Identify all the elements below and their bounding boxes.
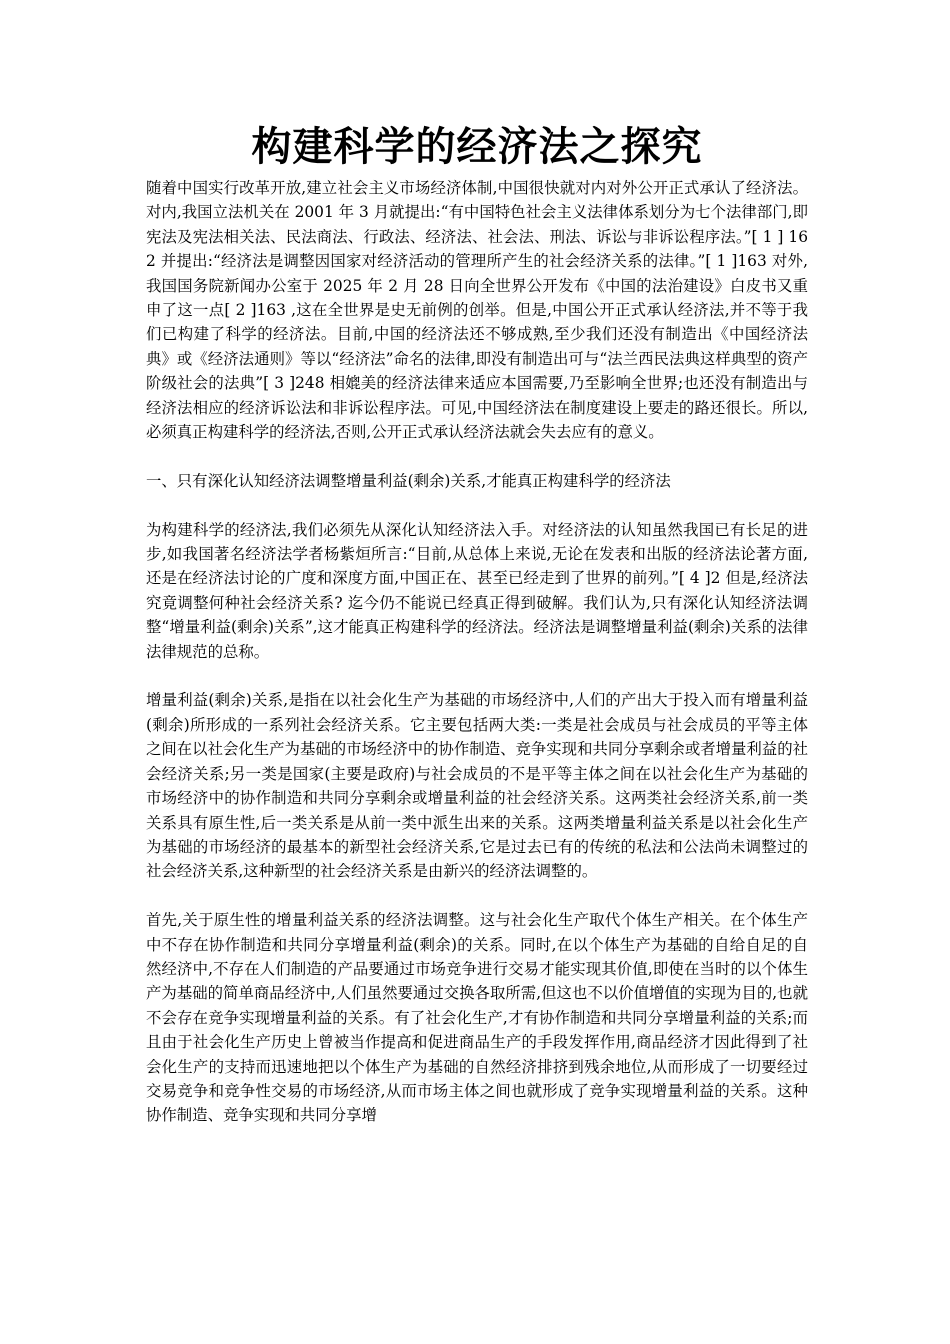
- body-paragraph: 为构建科学的经济法,我们必须先从深化认知经济法入手。对经济法的认知虽然我国已有长足的进步,如我国著名经济法学者杨紫烜所言:“目前,从总体上来说,无论在发表和出版的经济法论著方面,还是在经济法讨论的广度和深度方面,中国正在、甚至已经走到了世界的前列。”[ 4 ]2 但是,经济法究竟调整何种社会经济关系? 迄今仍不能说已经真正得到破解。我们认为,只有深化认知经济法调整“增量利益(剩余)关系”,这才能真正构建科学的经济法。经济法是调整增量利益(剩余)关系的法律法律规范的总称。: [146, 520, 808, 661]
- paragraph-spacer: [146, 493, 808, 517]
- paragraph-spacer: [146, 444, 808, 468]
- body-paragraph: 增量利益(剩余)关系,是指在以社会化生产为基础的市场经济中,人们的产出大于投入而有增量利益(剩余)所形成的一系列社会经济关系。它主要包括两大类:一类是社会成员与社会成员的平等主体之间在以社会化生产为基础的市场经济中的协作制造、竞争实现和共同分享剩余或者增量利益的社会经济关系;另一类是国家(主要是政府)与社会成员的不是平等主体之间在以社会化生产为基础的市场经济中的协作制造和共同分享剩余或增量利益的社会经济关系。这两类社会经济关系,前一类关系具有原生性,后一类关系是从前一类中派生出来的关系。这两类增量利益关系是以社会化生产为基础的市场经济的最基本的新型社会经济关系,它是过去已有的传统的私法和公法尚未调整过的社会经济关系,这种新型的社会经济关系是由新兴的经济法调整的。: [146, 691, 808, 881]
- section-heading: 一、只有深化认知经济法调整增量利益(剩余)关系,才能真正构建科学的经济法: [146, 471, 671, 490]
- body-paragraph: 首先,关于原生性的增量利益关系的经济法调整。这与社会化生产取代个体生产相关。在个体生产中不存在协作制造和共同分享增量利益(剩余)的关系。同时,在以个体生产为基础的自给自足的自然经济中,不存在人们制造的产品要通过市场竞争进行交易才能实现其价值,即使在当时的以个体生产为基础的简单商品经济中,人们虽然要通过交换各取所需,但这也不以价值增值的实现为目的,也就不会存在竞争实现增量利益的关系。有了社会化生产,才有协作制造和共同分享增量利益的关系;而且由于社会化生产历史上曾被当作提高和促进商品生产的手段发挥作用,商品经济才因此得到了社会化生产的支持而迅速地把以个体生产为基础的自然经济排挤到残余地位,从而形成了一切要经过交易竞争和竞争性交易的市场经济,从而市场主体之间也就形成了竞争实现增量利益的关系。这种协作制造、竞争实现和共同分享增: [146, 911, 808, 1125]
- document-page: [146, 118, 808, 1128]
- paragraph-spacer: [146, 664, 808, 688]
- paragraph-spacer: [146, 884, 808, 908]
- intro-paragraph: 随着中国实行改革开放,建立社会主义市场经济体制,中国很快就对内对外公开正式承认了经济法。对内,我国立法机关在 2001 年 3 月就提出:“有中国特色社会主义法律体系划分为七个法律部门,即宪法及宪法相关法、民法商法、行政法、经济法、社会法、刑法、诉讼与非诉讼程序法。”[ 1 ] 162 并提出:“经济法是调整因国家对经济活动的管理所产生的社会经济关系的法律。”[ 1 ]163 对外,我国国务院新闻办公室于 2025 年 2 月 28 日向全世界公开发布《中国的法治建设》白皮书又重申了这一点[ 2 ]163 ,这在全世界是史无前例的创举。但是,中国公开正式承认经济法,并不等于我们已构建了科学的经济法。目前,中国的经济法还不够成熟,至少我们还没有制造出《中国经济法典》或《经济法通则》等以“经济法”命名的法律,即没有制造出可与“法兰西民法典这样典型的资产阶级社会的法典”[ 3 ]248 相媲美的经济法律来适应本国需要,乃至影响全世界;也还没有制造出与经济法相应的经济诉讼法和非诉讼程序法。可见,中国经济法在制度建设上要走的路还很长。所以,必须真正构建科学的经济法,否则,公开正式承认经济法就会失去应有的意义。: [146, 179, 808, 442]
- document-title: 构建科学的经济法之探究: [251, 124, 703, 170]
